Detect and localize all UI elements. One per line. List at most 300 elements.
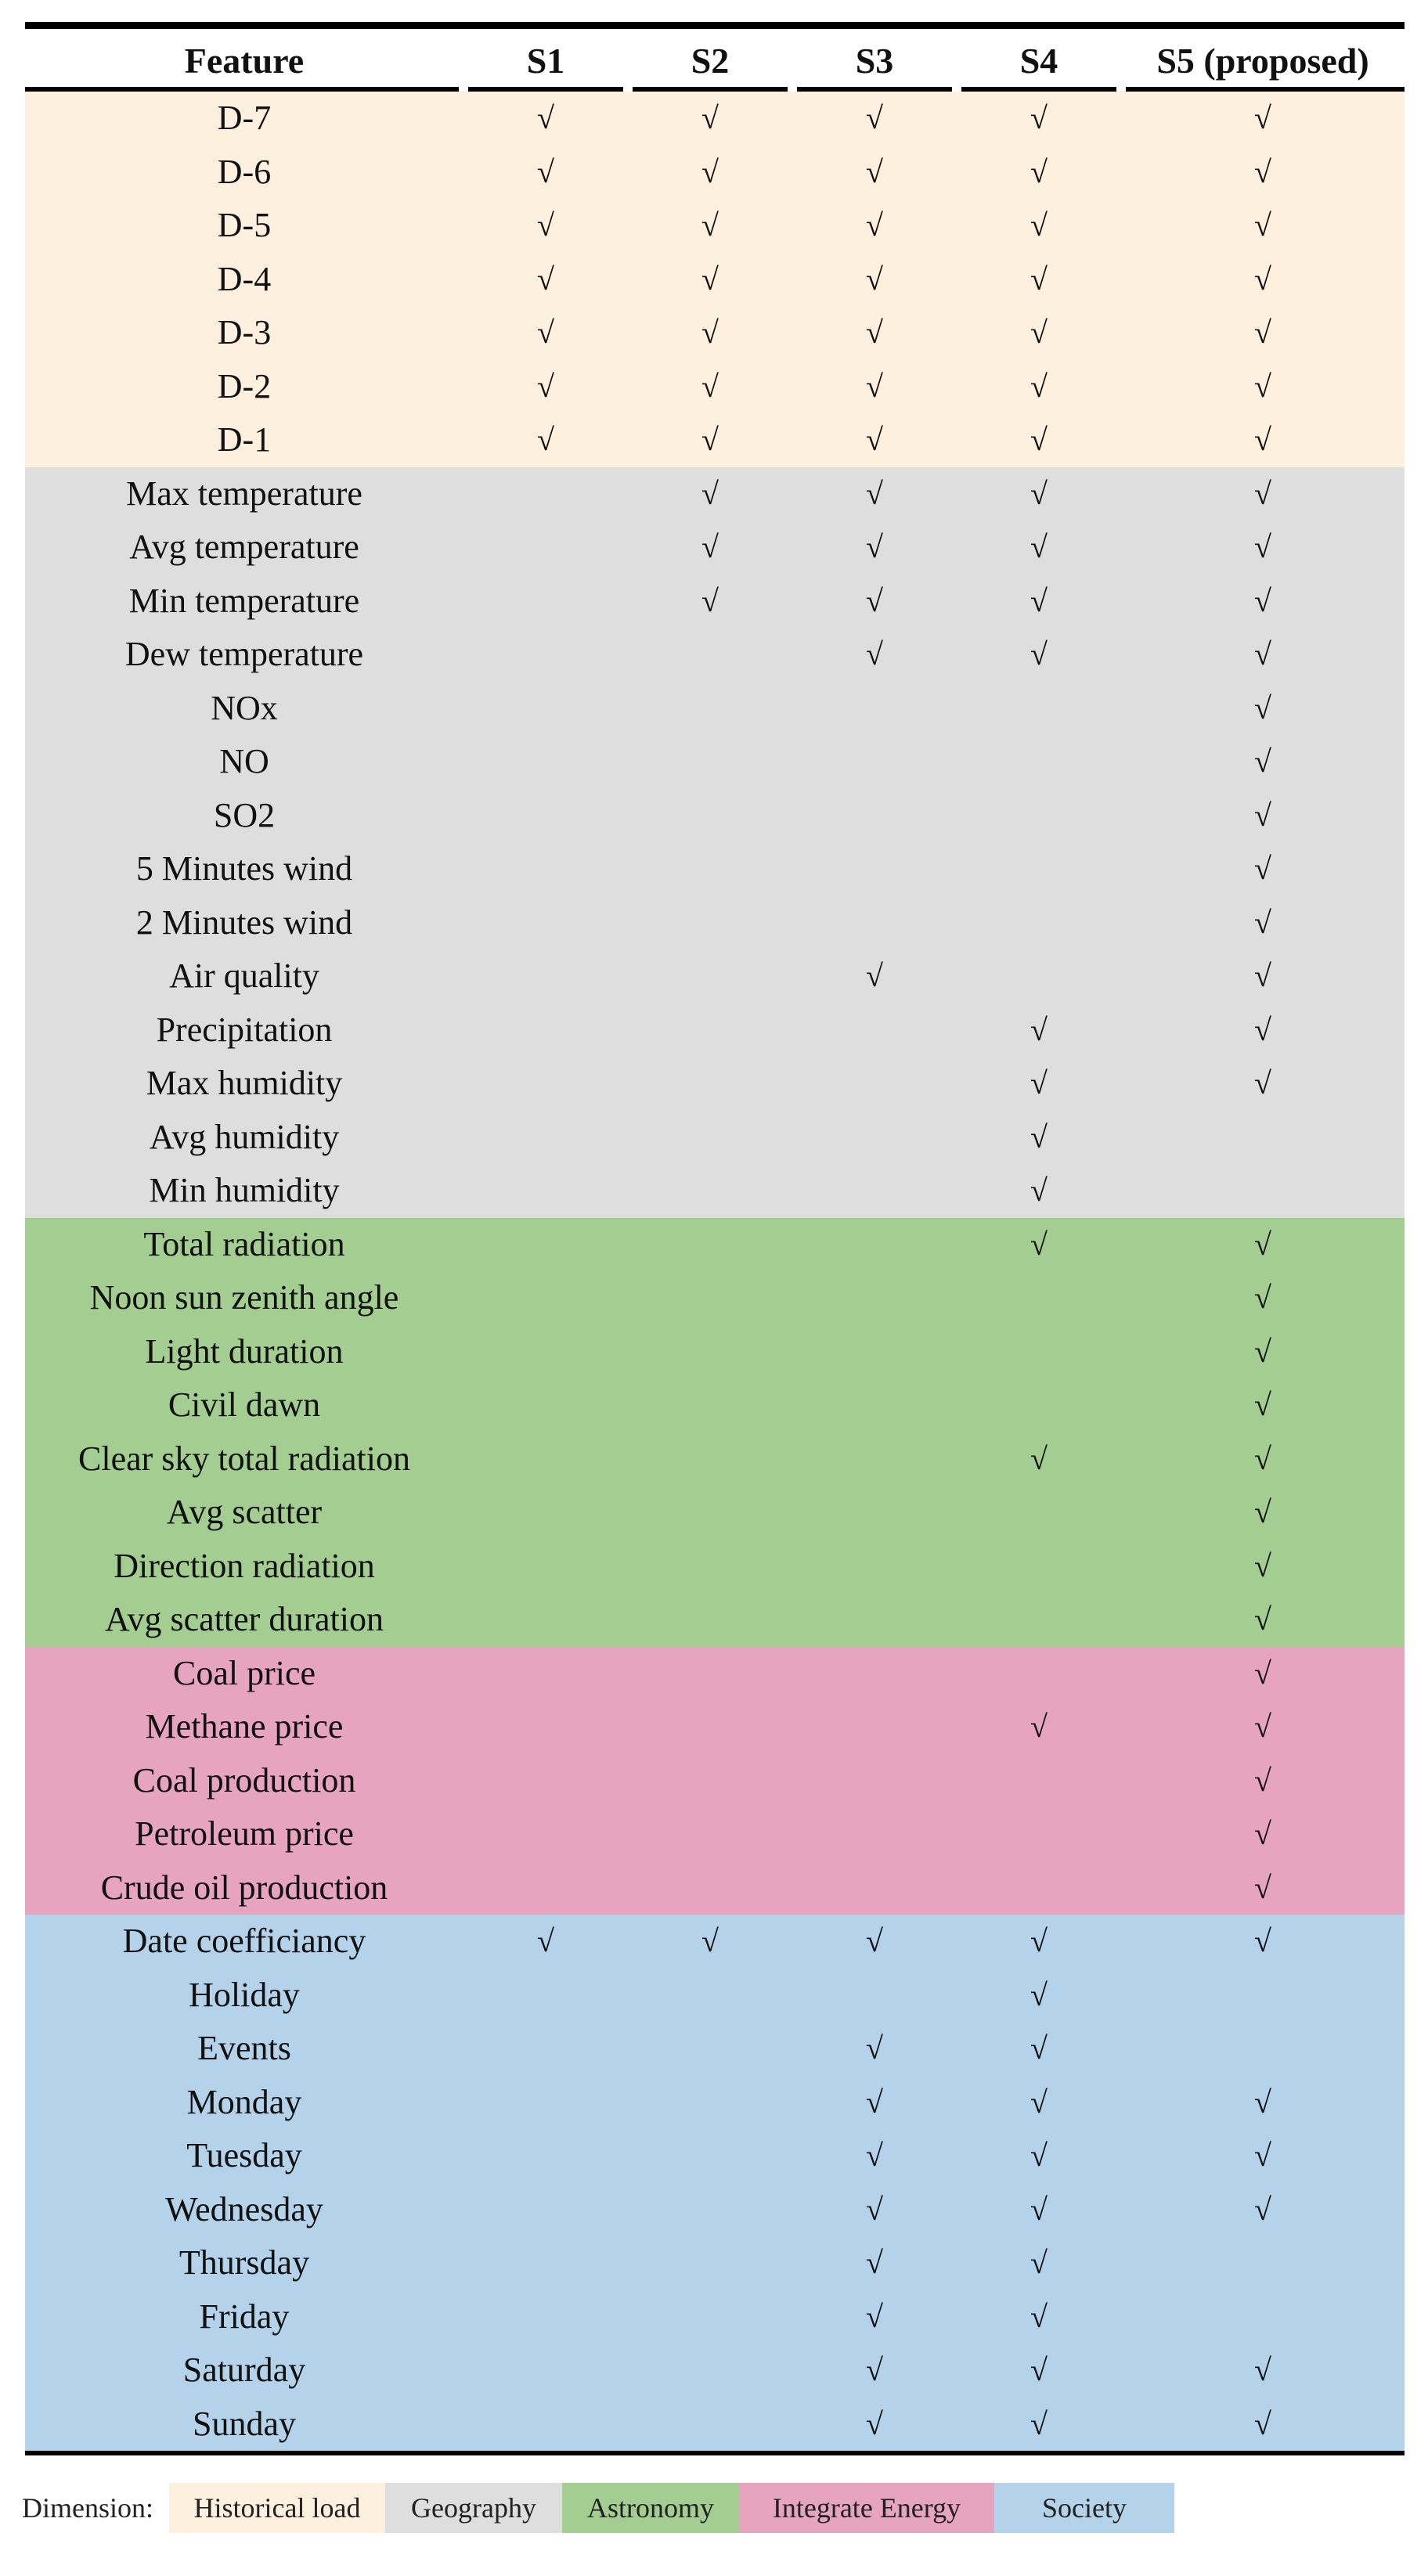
- feature-name-cell: Events: [25, 2022, 463, 2076]
- table-row: [25, 735, 1405, 789]
- check-mark: √: [701, 422, 719, 458]
- check-mark: √: [866, 1923, 883, 1959]
- check-mark: √: [537, 100, 554, 136]
- check-cell-s3: [792, 2236, 957, 2290]
- check-mark: √: [1254, 1065, 1271, 1101]
- check-cell-s1: [463, 413, 628, 467]
- check-cell-s3: [792, 896, 957, 950]
- check-mark: √: [1030, 153, 1048, 189]
- check-cell-s1: [463, 628, 628, 682]
- feature-name-cell: NO: [25, 735, 463, 789]
- check-mark: √: [1030, 2191, 1048, 2227]
- legend-item-astronomy: Astronomy: [562, 2483, 739, 2533]
- check-mark: √: [1030, 2405, 1048, 2441]
- check-mark: √: [1254, 797, 1271, 833]
- check-cell-s4: [957, 1218, 1121, 1272]
- check-mark: √: [866, 636, 883, 672]
- table-row: [25, 1647, 1405, 1701]
- check-cell-s3: [792, 1432, 957, 1486]
- check-cell-s5: [1121, 1915, 1405, 1969]
- check-cell-s2: [628, 199, 792, 253]
- check-mark: √: [1030, 2030, 1048, 2066]
- check-cell-s3: [792, 1111, 957, 1165]
- check-mark: √: [1030, 1923, 1048, 1959]
- check-cell-s2: [628, 306, 792, 360]
- check-cell-s5: [1121, 575, 1405, 629]
- check-mark: √: [1030, 2298, 1048, 2334]
- check-cell-s1: [463, 1325, 628, 1379]
- feature-name-cell: NOx: [25, 682, 463, 736]
- check-cell-s2: [628, 1271, 792, 1325]
- table-row: [25, 306, 1405, 360]
- feature-table: [25, 22, 1405, 2455]
- check-cell-s3: [792, 949, 957, 1003]
- check-mark: √: [866, 2138, 883, 2174]
- check-cell-s2: [628, 146, 792, 200]
- feature-name-cell: Coal production: [25, 1754, 463, 1808]
- check-cell-s1: [463, 949, 628, 1003]
- check-cell-s5: [1121, 92, 1405, 146]
- feature-name-cell: Coal price: [25, 1647, 463, 1701]
- check-mark: √: [1254, 690, 1271, 726]
- check-cell-s2: [628, 2076, 792, 2130]
- table-row: [25, 360, 1405, 414]
- check-cell-s2: [628, 682, 792, 736]
- check-cell-s4: [957, 1378, 1121, 1432]
- table-row: [25, 521, 1405, 575]
- header-feature: Feature: [25, 26, 463, 92]
- check-cell-s3: [792, 2076, 957, 2130]
- check-cell-s5: [1121, 682, 1405, 736]
- legend-item-society: Society: [994, 2483, 1174, 2533]
- check-cell-s1: [463, 842, 628, 896]
- table-row: [25, 2236, 1405, 2290]
- check-cell-s3: [792, 92, 957, 146]
- check-cell-s1: [463, 789, 628, 843]
- check-mark: √: [537, 315, 554, 351]
- feature-name-cell: Holiday: [25, 1969, 463, 2023]
- check-cell-s3: [792, 2183, 957, 2237]
- check-mark: √: [1030, 422, 1048, 458]
- check-cell-s1: [463, 199, 628, 253]
- check-cell-s1: [463, 1164, 628, 1218]
- check-cell-s2: [628, 1915, 792, 1969]
- table-row: [25, 467, 1405, 521]
- table-row: [25, 1378, 1405, 1432]
- check-mark: √: [1254, 2084, 1271, 2120]
- legend-item-integrate-energy: Integrate Energy: [739, 2483, 994, 2533]
- check-cell-s3: [792, 1003, 957, 1057]
- check-cell-s1: [463, 1593, 628, 1647]
- check-cell-s3: [792, 789, 957, 843]
- check-cell-s2: [628, 1164, 792, 1218]
- check-mark: √: [1030, 1709, 1048, 1745]
- check-cell-s3: [792, 682, 957, 736]
- check-mark: √: [1254, 1387, 1271, 1423]
- check-cell-s3: [792, 628, 957, 682]
- check-cell-s2: [628, 1378, 792, 1432]
- check-cell-s3: [792, 1807, 957, 1861]
- check-cell-s5: [1121, 628, 1405, 682]
- check-cell-s1: [463, 521, 628, 575]
- check-mark: √: [1030, 2245, 1048, 2281]
- check-cell-s3: [792, 1325, 957, 1379]
- check-cell-s4: [957, 682, 1121, 736]
- check-mark: √: [1254, 1601, 1271, 1637]
- check-cell-s1: [463, 1969, 628, 2023]
- check-cell-s1: [463, 253, 628, 307]
- feature-name-cell: SO2: [25, 789, 463, 843]
- check-cell-s3: [792, 2129, 957, 2183]
- check-cell-s2: [628, 467, 792, 521]
- check-cell-s3: [792, 2344, 957, 2398]
- check-cell-s3: [792, 1969, 957, 2023]
- table-row: [25, 2076, 1405, 2130]
- check-cell-s3: [792, 1271, 957, 1325]
- check-cell-s3: [792, 1057, 957, 1111]
- check-mark: √: [1254, 582, 1271, 618]
- check-cell-s4: [957, 1915, 1121, 1969]
- check-cell-s4: [957, 2022, 1121, 2076]
- check-mark: √: [701, 153, 719, 189]
- feature-name-cell: Min humidity: [25, 1164, 463, 1218]
- check-cell-s5: [1121, 2183, 1405, 2237]
- check-cell-s2: [628, 2129, 792, 2183]
- check-mark: √: [1254, 1440, 1271, 1476]
- check-cell-s4: [957, 521, 1121, 575]
- check-cell-s5: [1121, 1861, 1405, 1915]
- check-mark: √: [1030, 2352, 1048, 2388]
- check-cell-s4: [957, 1111, 1121, 1165]
- header-s1: S1: [463, 26, 628, 92]
- check-mark: √: [866, 422, 883, 458]
- check-mark: √: [1254, 2191, 1271, 2227]
- check-cell-s5: [1121, 521, 1405, 575]
- check-cell-s4: [957, 2183, 1121, 2237]
- check-cell-s1: [463, 1111, 628, 1165]
- check-mark: √: [866, 2245, 883, 2281]
- check-cell-s2: [628, 1325, 792, 1379]
- check-cell-s5: [1121, 1003, 1405, 1057]
- check-mark: √: [701, 100, 719, 136]
- check-cell-s1: [463, 896, 628, 950]
- check-cell-s1: [463, 1700, 628, 1754]
- check-mark: √: [1030, 261, 1048, 297]
- feature-name-cell: Air quality: [25, 949, 463, 1003]
- table-row: [25, 2398, 1405, 2454]
- check-mark: √: [1254, 422, 1271, 458]
- check-cell-s4: [957, 146, 1121, 200]
- check-cell-s4: [957, 1325, 1121, 1379]
- check-mark: √: [537, 261, 554, 297]
- feature-name-cell: Light duration: [25, 1325, 463, 1379]
- check-cell-s2: [628, 2022, 792, 2076]
- check-mark: √: [1254, 2405, 1271, 2441]
- check-mark: √: [1254, 261, 1271, 297]
- table-row: [25, 2129, 1405, 2183]
- check-cell-s3: [792, 1647, 957, 1701]
- feature-name-cell: Noon sun zenith angle: [25, 1271, 463, 1325]
- check-cell-s2: [628, 2398, 792, 2454]
- check-mark: √: [1254, 1762, 1271, 1798]
- check-mark: √: [1254, 1655, 1271, 1691]
- feature-name-cell: Clear sky total radiation: [25, 1432, 463, 1486]
- feature-name-cell: D-2: [25, 360, 463, 414]
- table-row: [25, 575, 1405, 629]
- check-cell-s2: [628, 575, 792, 629]
- check-cell-s2: [628, 735, 792, 789]
- check-mark: √: [537, 153, 554, 189]
- check-cell-s1: [463, 1915, 628, 1969]
- table-row: [25, 842, 1405, 896]
- check-cell-s4: [957, 896, 1121, 950]
- check-mark: √: [537, 1923, 554, 1959]
- feature-name-cell: Max temperature: [25, 467, 463, 521]
- check-cell-s2: [628, 1540, 792, 1594]
- check-cell-s2: [628, 1807, 792, 1861]
- header-s2: S2: [628, 26, 792, 92]
- check-cell-s3: [792, 413, 957, 467]
- check-mark: √: [866, 582, 883, 618]
- check-cell-s2: [628, 253, 792, 307]
- check-cell-s3: [792, 1754, 957, 1808]
- check-cell-s4: [957, 2236, 1121, 2290]
- check-mark: √: [701, 368, 719, 404]
- check-cell-s1: [463, 1218, 628, 1272]
- check-cell-s5: [1121, 2290, 1405, 2344]
- check-cell-s2: [628, 413, 792, 467]
- check-mark: √: [701, 315, 719, 351]
- check-cell-s5: [1121, 1754, 1405, 1808]
- feature-name-cell: Saturday: [25, 2344, 463, 2398]
- check-cell-s1: [463, 1807, 628, 1861]
- check-cell-s4: [957, 1807, 1121, 1861]
- check-cell-s4: [957, 2290, 1121, 2344]
- check-mark: √: [1254, 636, 1271, 672]
- check-cell-s4: [957, 789, 1121, 843]
- check-cell-s4: [957, 253, 1121, 307]
- check-cell-s2: [628, 2290, 792, 2344]
- check-mark: √: [1254, 1011, 1271, 1047]
- check-cell-s4: [957, 1647, 1121, 1701]
- check-cell-s5: [1121, 1647, 1405, 1701]
- check-mark: √: [1030, 1976, 1048, 2012]
- check-cell-s1: [463, 1057, 628, 1111]
- check-cell-s3: [792, 1164, 957, 1218]
- check-mark: √: [866, 2084, 883, 2120]
- check-cell-s2: [628, 896, 792, 950]
- check-cell-s1: [463, 1540, 628, 1594]
- header-s3: S3: [792, 26, 957, 92]
- check-cell-s2: [628, 842, 792, 896]
- feature-name-cell: Wednesday: [25, 2183, 463, 2237]
- table-row: [25, 1700, 1405, 1754]
- check-cell-s1: [463, 360, 628, 414]
- check-cell-s3: [792, 521, 957, 575]
- check-cell-s5: [1121, 2129, 1405, 2183]
- check-mark: √: [1030, 2084, 1048, 2120]
- check-cell-s3: [792, 1378, 957, 1432]
- check-cell-s4: [957, 199, 1121, 253]
- check-cell-s5: [1121, 735, 1405, 789]
- table-row: [25, 1540, 1405, 1594]
- check-cell-s1: [463, 1861, 628, 1915]
- check-cell-s1: [463, 306, 628, 360]
- table-row: [25, 1861, 1405, 1915]
- check-cell-s1: [463, 682, 628, 736]
- check-mark: √: [866, 529, 883, 565]
- check-cell-s2: [628, 1111, 792, 1165]
- header-s5-proposed: S5 (proposed): [1121, 26, 1405, 92]
- check-mark: √: [1030, 2138, 1048, 2174]
- check-mark: √: [1030, 1226, 1048, 1262]
- check-mark: √: [537, 422, 554, 458]
- check-cell-s5: [1121, 1700, 1405, 1754]
- check-cell-s2: [628, 360, 792, 414]
- check-cell-s5: [1121, 1432, 1405, 1486]
- check-cell-s5: [1121, 146, 1405, 200]
- header-row: [25, 26, 1405, 92]
- check-cell-s4: [957, 1540, 1121, 1594]
- check-cell-s2: [628, 1218, 792, 1272]
- check-mark: √: [1254, 368, 1271, 404]
- table-row: [25, 628, 1405, 682]
- check-cell-s1: [463, 146, 628, 200]
- table-row: [25, 413, 1405, 467]
- check-cell-s2: [628, 1861, 792, 1915]
- check-cell-s3: [792, 360, 957, 414]
- check-cell-s3: [792, 2290, 957, 2344]
- check-mark: √: [1254, 475, 1271, 511]
- check-cell-s2: [628, 1593, 792, 1647]
- check-cell-s4: [957, 575, 1121, 629]
- check-cell-s4: [957, 2344, 1121, 2398]
- check-mark: √: [1254, 153, 1271, 189]
- feature-name-cell: D-3: [25, 306, 463, 360]
- check-cell-s5: [1121, 2076, 1405, 2130]
- check-mark: √: [1254, 100, 1271, 136]
- table-row: [25, 1057, 1405, 1111]
- check-cell-s1: [463, 2129, 628, 2183]
- check-mark: √: [1030, 529, 1048, 565]
- check-cell-s1: [463, 2344, 628, 2398]
- check-mark: √: [1030, 315, 1048, 351]
- table-row: [25, 199, 1405, 253]
- check-mark: √: [866, 2191, 883, 2227]
- check-cell-s2: [628, 789, 792, 843]
- check-cell-s3: [792, 253, 957, 307]
- check-cell-s1: [463, 1378, 628, 1432]
- legend-item-geography: Geography: [385, 2483, 562, 2533]
- check-cell-s4: [957, 1700, 1121, 1754]
- table-row: [25, 1003, 1405, 1057]
- feature-name-cell: Avg temperature: [25, 521, 463, 575]
- feature-name-cell: Avg humidity: [25, 1111, 463, 1165]
- dimension-legend: [22, 2483, 1174, 2533]
- check-cell-s5: [1121, 1486, 1405, 1540]
- check-cell-s4: [957, 92, 1121, 146]
- check-mark: √: [866, 207, 883, 243]
- check-mark: √: [866, 958, 883, 994]
- table-row: [25, 2290, 1405, 2344]
- check-mark: √: [1030, 1440, 1048, 1476]
- feature-name-cell: 5 Minutes wind: [25, 842, 463, 896]
- check-cell-s5: [1121, 789, 1405, 843]
- check-cell-s2: [628, 949, 792, 1003]
- check-cell-s5: [1121, 1218, 1405, 1272]
- check-mark: √: [1030, 1065, 1048, 1101]
- check-cell-s4: [957, 413, 1121, 467]
- feature-table-container: [25, 22, 1405, 2455]
- check-mark: √: [866, 368, 883, 404]
- check-cell-s4: [957, 467, 1121, 521]
- check-cell-s2: [628, 1003, 792, 1057]
- table-row: [25, 1111, 1405, 1165]
- feature-name-cell: Crude oil production: [25, 1861, 463, 1915]
- check-cell-s2: [628, 1432, 792, 1486]
- check-mark: √: [1254, 207, 1271, 243]
- feature-name-cell: Direction radiation: [25, 1540, 463, 1594]
- check-cell-s5: [1121, 1540, 1405, 1594]
- check-cell-s1: [463, 2076, 628, 2130]
- check-cell-s5: [1121, 2398, 1405, 2454]
- check-cell-s1: [463, 2236, 628, 2290]
- check-mark: √: [537, 368, 554, 404]
- check-cell-s4: [957, 1003, 1121, 1057]
- check-mark: √: [1254, 744, 1271, 780]
- table-row: [25, 92, 1405, 146]
- check-cell-s3: [792, 2022, 957, 2076]
- check-cell-s1: [463, 2398, 628, 2454]
- check-cell-s4: [957, 360, 1121, 414]
- check-cell-s4: [957, 735, 1121, 789]
- legend-title: Dimension:: [22, 2492, 153, 2524]
- check-mark: √: [1254, 1923, 1271, 1959]
- check-mark: √: [701, 475, 719, 511]
- check-mark: √: [1030, 1011, 1048, 1047]
- feature-name-cell: D-6: [25, 146, 463, 200]
- check-cell-s3: [792, 575, 957, 629]
- check-mark: √: [1254, 2352, 1271, 2388]
- check-mark: √: [1254, 1709, 1271, 1745]
- table-row: [25, 1807, 1405, 1861]
- check-mark: √: [866, 153, 883, 189]
- check-mark: √: [1030, 582, 1048, 618]
- feature-name-cell: D-5: [25, 199, 463, 253]
- check-cell-s4: [957, 306, 1121, 360]
- check-cell-s1: [463, 1647, 628, 1701]
- check-cell-s3: [792, 1218, 957, 1272]
- check-mark: √: [866, 2298, 883, 2334]
- check-mark: √: [1254, 1547, 1271, 1583]
- table-row: [25, 1218, 1405, 1272]
- check-cell-s4: [957, 1861, 1121, 1915]
- check-mark: √: [1254, 2138, 1271, 2174]
- feature-name-cell: Precipitation: [25, 1003, 463, 1057]
- feature-name-cell: Thursday: [25, 2236, 463, 2290]
- check-cell-s3: [792, 1861, 957, 1915]
- feature-name-cell: Petroleum price: [25, 1807, 463, 1861]
- table-row: [25, 1969, 1405, 2023]
- check-cell-s1: [463, 1271, 628, 1325]
- check-mark: √: [1030, 368, 1048, 404]
- check-cell-s3: [792, 199, 957, 253]
- check-cell-s2: [628, 1969, 792, 2023]
- check-cell-s3: [792, 1915, 957, 1969]
- table-row: [25, 1432, 1405, 1486]
- check-cell-s1: [463, 1003, 628, 1057]
- check-mark: √: [1254, 529, 1271, 565]
